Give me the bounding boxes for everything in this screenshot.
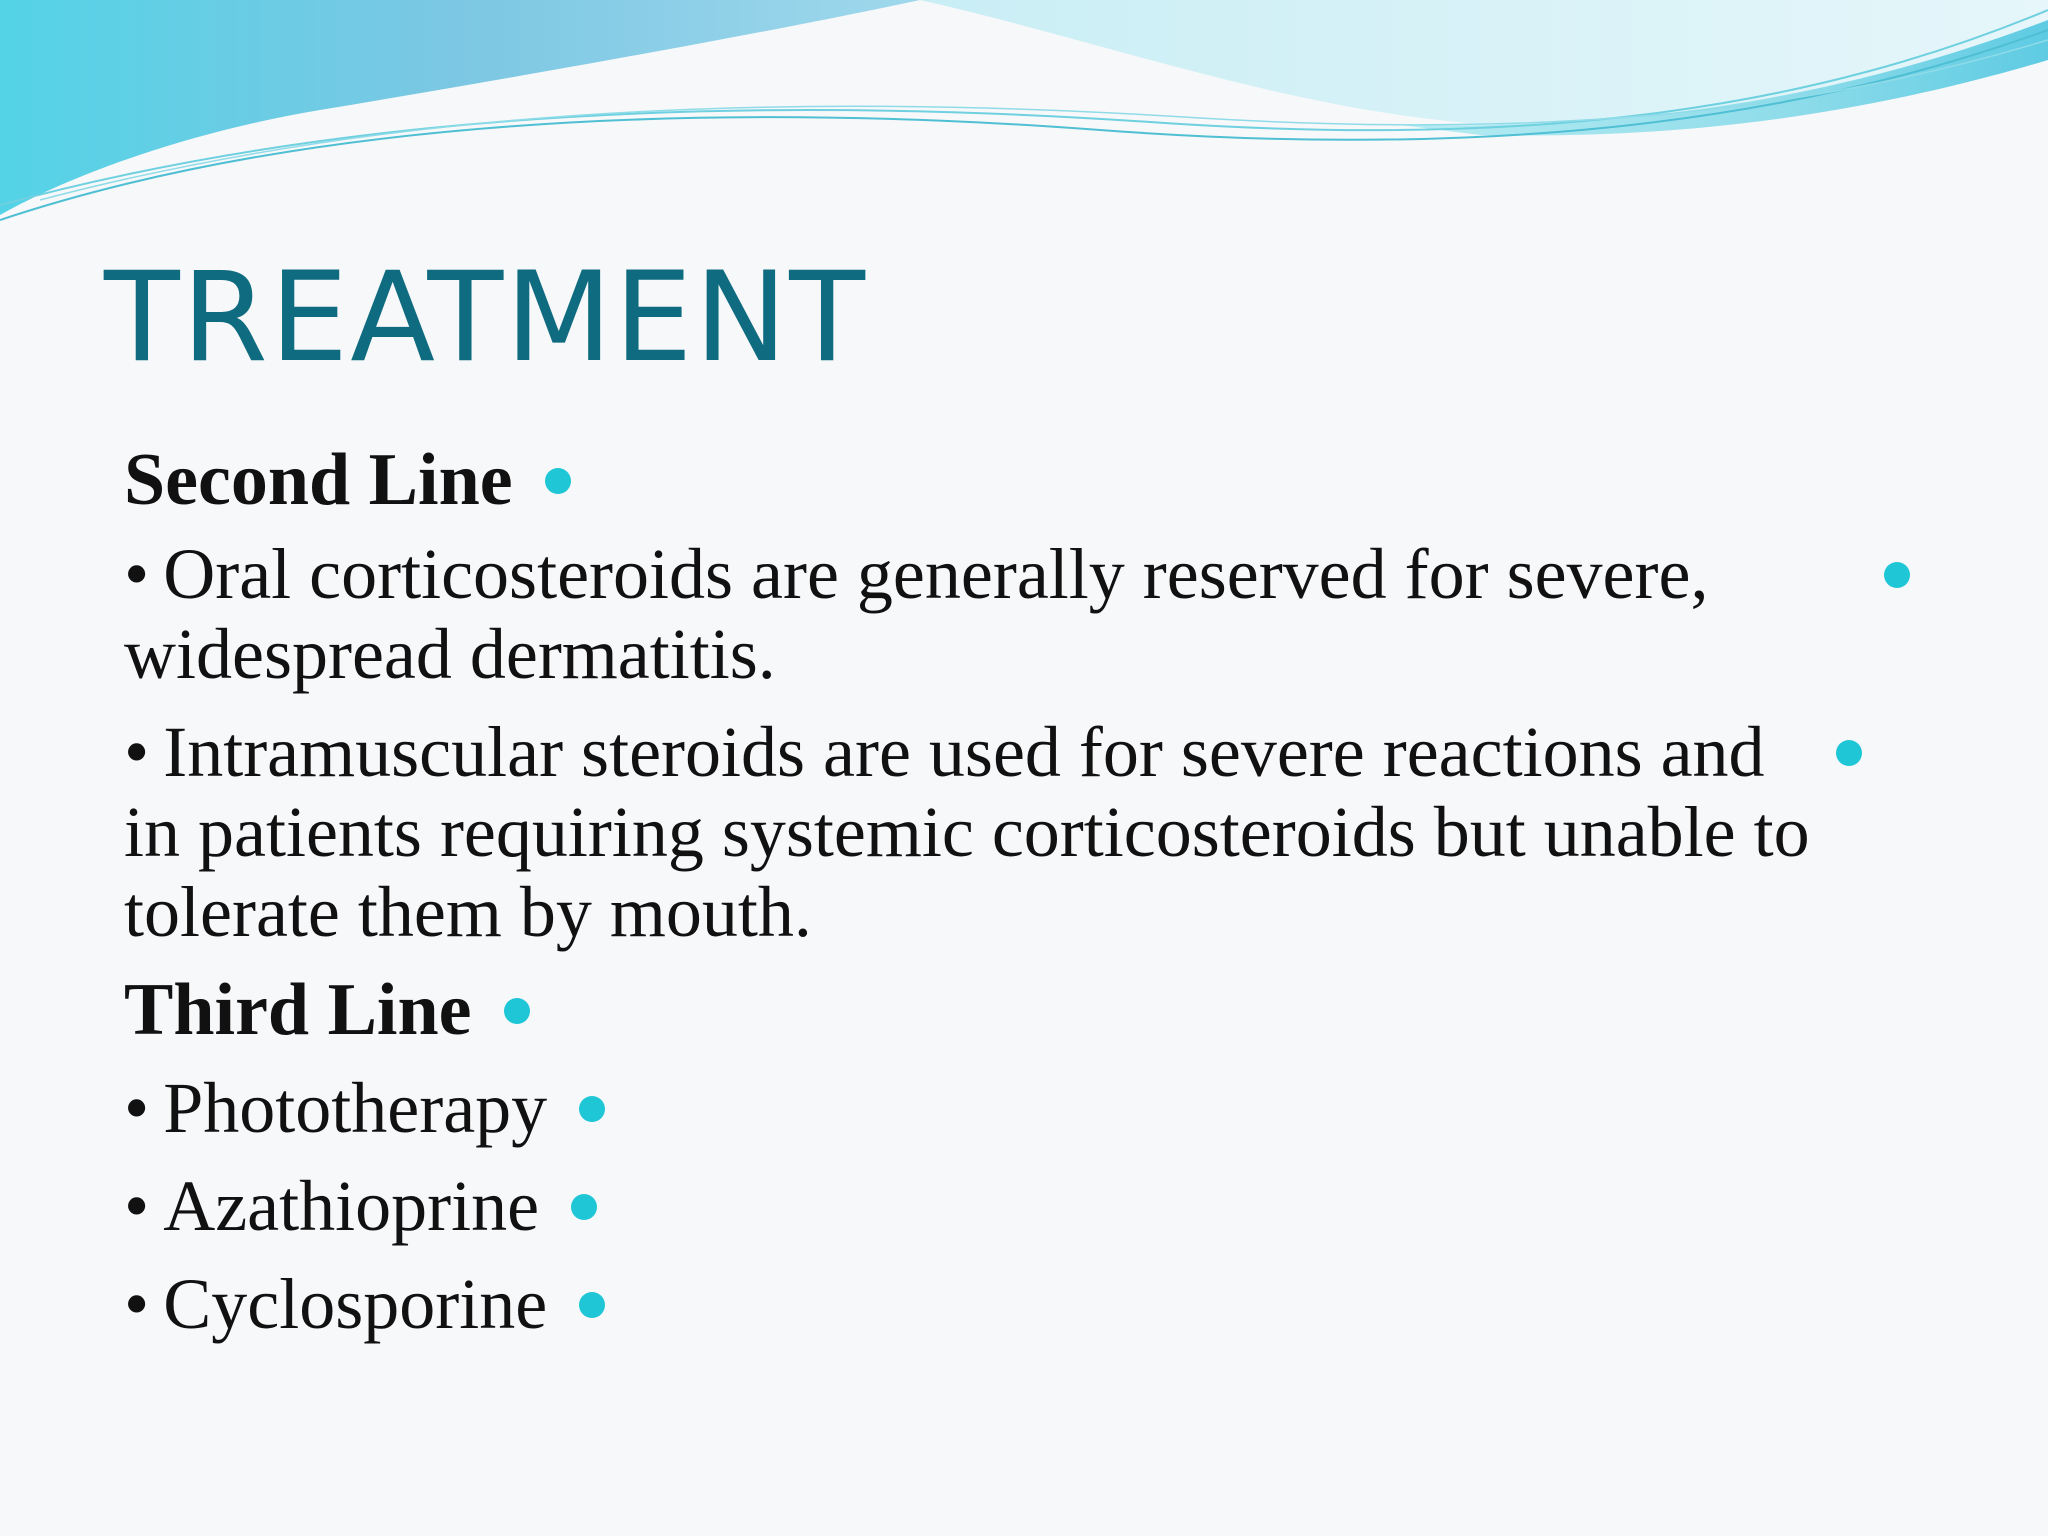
bullet-dot-icon bbox=[1836, 740, 1862, 766]
list-item-text: Oral corticosteroids are generally reserved for severe, widespread dermatitis. bbox=[124, 534, 1709, 694]
section-heading-third-line bbox=[124, 966, 1944, 1054]
bullet-glyph: • bbox=[124, 712, 150, 792]
bullet-glyph: • bbox=[124, 534, 150, 614]
bullet-dot-icon bbox=[579, 1292, 605, 1318]
slide-title: TREATMENT bbox=[104, 246, 868, 390]
bullet-glyph: • bbox=[124, 1166, 150, 1246]
bullet-dot-icon bbox=[504, 998, 530, 1024]
list-item bbox=[124, 1068, 1944, 1148]
list-item-text: Intramuscular steroids are used for severe reactions and in patients requiring systemic corticosteroids but unable to tolerate them by mouth. bbox=[124, 712, 1810, 952]
section-heading-label: Third Line bbox=[124, 969, 472, 1051]
bullet-dot-icon bbox=[579, 1096, 605, 1122]
bullet-glyph: • bbox=[124, 1068, 150, 1148]
wave-band-right bbox=[920, 0, 2048, 127]
header-wave-decoration bbox=[0, 0, 2048, 240]
slide-content bbox=[124, 436, 1944, 1344]
section-heading-second-line bbox=[124, 436, 1944, 524]
bullet-dot-icon bbox=[571, 1194, 597, 1220]
list-item bbox=[124, 712, 1944, 952]
list-item bbox=[124, 534, 1944, 694]
list-item-text: Azathioprine bbox=[163, 1166, 540, 1246]
bullet-glyph: • bbox=[124, 1264, 150, 1344]
section-heading-label: Second Line bbox=[124, 439, 513, 521]
list-item bbox=[124, 1166, 1944, 1246]
bullet-dot-icon bbox=[545, 468, 571, 494]
list-item-text: Phototherapy bbox=[163, 1068, 548, 1148]
list-item bbox=[124, 1264, 1944, 1344]
list-item-text: Cyclosporine bbox=[163, 1264, 548, 1344]
bullet-dot-icon bbox=[1884, 562, 1910, 588]
